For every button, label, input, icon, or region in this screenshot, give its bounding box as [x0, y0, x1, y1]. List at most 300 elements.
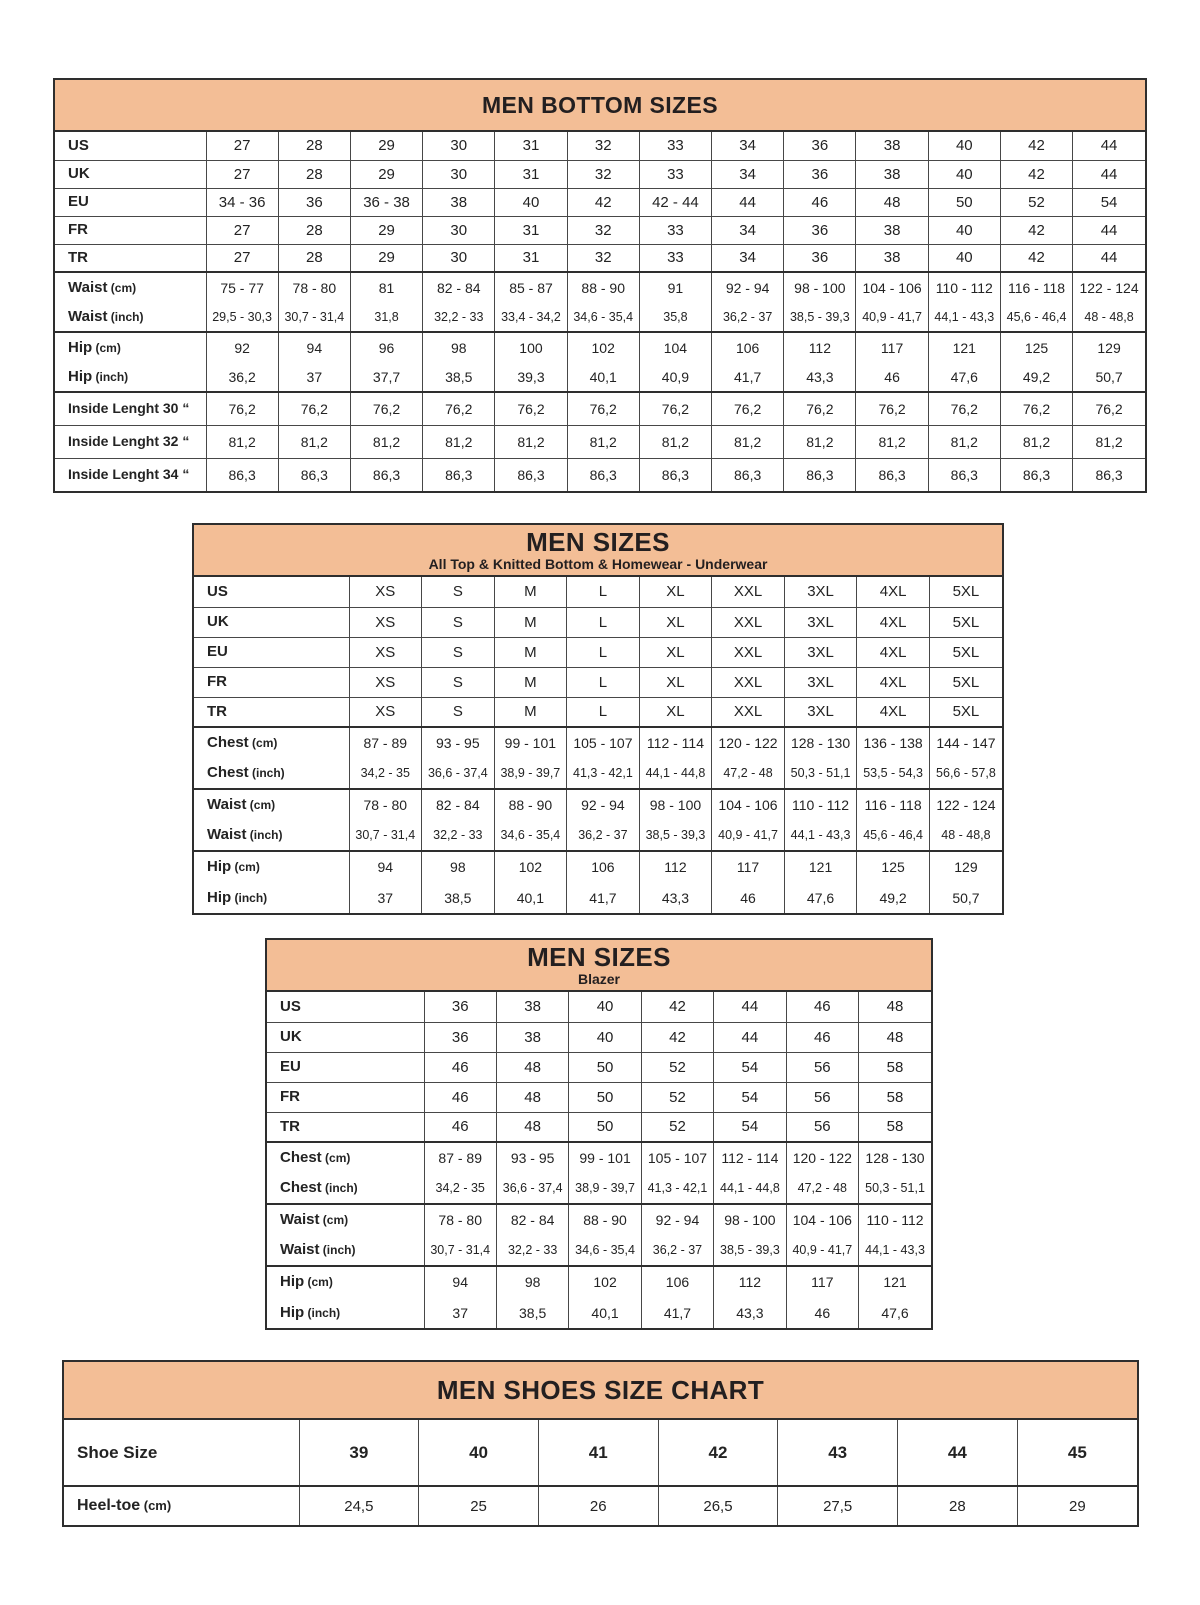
size-cell: 78 - 80 [349, 789, 422, 820]
size-cell: 76,2 [206, 392, 278, 425]
size-cell: 34,6 - 35,4 [569, 1235, 641, 1266]
size-cell: 44 [1073, 216, 1145, 244]
size-cell: XXL [712, 607, 785, 637]
size-cell: 92 [206, 332, 278, 362]
size-cell: 3XL [784, 577, 857, 607]
size-cell: 32,2 - 33 [423, 302, 495, 332]
row-label [267, 1112, 424, 1142]
size-cell: 44 [712, 188, 784, 216]
size-cell: 40 [928, 216, 1000, 244]
size-cell: 94 [278, 332, 350, 362]
row-label-text: Chest [280, 1179, 322, 1196]
row-label-unit: (inch) [107, 309, 144, 324]
size-cell: 43,3 [784, 362, 856, 392]
table-title-band [64, 1362, 1137, 1420]
size-cell: 43,3 [714, 1297, 786, 1328]
row-label-text: Chest [207, 764, 249, 781]
size-cell: 47,6 [784, 882, 857, 913]
size-cell: 82 - 84 [423, 272, 495, 302]
size-cell: 44,1 - 43,3 [784, 820, 857, 851]
size-cell: 36 [424, 992, 496, 1022]
size-cell: XL [639, 637, 712, 667]
row-label-unit: (cm) [321, 1151, 351, 1165]
size-cell: 87 - 89 [424, 1142, 496, 1173]
size-cell: 117 [712, 851, 785, 882]
size-cell: 38 [856, 160, 928, 188]
row-label-text: Waist [280, 1241, 320, 1258]
size-cell: 98 - 100 [714, 1204, 786, 1235]
row-label-text: Hip [68, 338, 93, 356]
row-label-unit: (inch) [92, 369, 129, 384]
size-cell: 81,2 [1073, 425, 1145, 458]
size-cell: 28 [278, 132, 350, 160]
size-cell: 45,6 - 46,4 [1000, 302, 1072, 332]
size-cell: 112 - 114 [714, 1142, 786, 1173]
size-cell: 32,2 - 33 [422, 820, 495, 851]
row-label [55, 188, 206, 216]
row-label [55, 160, 206, 188]
row-label-text: Hip [280, 1303, 305, 1321]
size-cell: XS [349, 577, 422, 607]
size-cell: 45 [1017, 1420, 1137, 1486]
size-cell: 75 - 77 [206, 272, 278, 302]
size-cell: 40,9 - 41,7 [856, 302, 928, 332]
size-cell: 42 - 44 [639, 188, 711, 216]
size-cell: 36 [784, 132, 856, 160]
size-cell: 112 - 114 [639, 727, 712, 758]
row-label [267, 992, 424, 1022]
size-cell: 50 [569, 1082, 641, 1112]
size-cell: 42 [641, 1022, 713, 1052]
size-cell: 5XL [929, 607, 1002, 637]
size-cell: 121 [928, 332, 1000, 362]
size-cell: 36,2 - 37 [712, 302, 784, 332]
row-label [55, 244, 206, 272]
row-label-unit: (inch) [321, 1181, 358, 1195]
row-label [194, 758, 349, 789]
row-label-text: Hip [207, 858, 232, 875]
size-cell: 48 [859, 992, 931, 1022]
size-cell: 86,3 [1000, 458, 1072, 491]
size-cell: 34 [712, 160, 784, 188]
row-label-unit: (cm) [304, 1275, 333, 1289]
size-cell: 46 [424, 1052, 496, 1082]
row-label-text: Waist [280, 1211, 320, 1228]
size-cell: 34,2 - 35 [349, 758, 422, 789]
size-cell: 56 [786, 1052, 858, 1082]
size-cell: 88 - 90 [569, 1204, 641, 1235]
size-cell: 45,6 - 46,4 [857, 820, 930, 851]
size-cell: XXL [712, 697, 785, 727]
size-cell: S [422, 577, 495, 607]
size-cell: 50,7 [1073, 362, 1145, 392]
size-cell: 94 [349, 851, 422, 882]
size-cell: 4XL [857, 697, 930, 727]
size-cell: 3XL [784, 637, 857, 667]
row-label [194, 882, 349, 913]
table-title: MEN SIZES [526, 527, 670, 557]
size-cell: 40,9 - 41,7 [786, 1235, 858, 1266]
row-label-unit: (inch) [304, 1305, 341, 1320]
size-cell: 99 - 101 [494, 727, 567, 758]
size-cell: 104 [639, 332, 711, 362]
row-label [64, 1420, 299, 1486]
row-label [194, 667, 349, 697]
size-cell: 30 [423, 216, 495, 244]
row-label [55, 302, 206, 332]
size-cell: 44 [714, 992, 786, 1022]
row-label-text: Waist [207, 796, 247, 813]
size-cell: 40 [495, 188, 567, 216]
size-cell: 36 - 38 [350, 188, 422, 216]
size-cell: 27,5 [778, 1486, 898, 1525]
size-cell: 116 - 118 [857, 789, 930, 820]
size-cell: 104 - 106 [786, 1204, 858, 1235]
size-cell: 47,2 - 48 [712, 758, 785, 789]
size-cell: 38 [856, 132, 928, 160]
size-cell: 53,5 - 54,3 [857, 758, 930, 789]
size-cell: 44,1 - 43,3 [928, 302, 1000, 332]
size-cell: 40 [928, 160, 1000, 188]
size-cell: 105 - 107 [567, 727, 640, 758]
size-cell: 27 [206, 244, 278, 272]
size-cell: 58 [859, 1052, 931, 1082]
size-cell: 29 [350, 216, 422, 244]
size-cell: 31,8 [350, 302, 422, 332]
men-bottom-sizes-grid [55, 132, 1145, 491]
size-cell: 35,8 [639, 302, 711, 332]
size-cell: 34 [712, 244, 784, 272]
size-cell: 92 - 94 [641, 1204, 713, 1235]
size-cell: 86,3 [423, 458, 495, 491]
size-cell: 93 - 95 [422, 727, 495, 758]
size-cell: 144 - 147 [929, 727, 1002, 758]
size-cell: 46 [856, 362, 928, 392]
size-cell: 30 [423, 244, 495, 272]
row-label-text: Hip [280, 1273, 305, 1290]
size-cell: 56 [786, 1082, 858, 1112]
size-cell: 81,2 [278, 425, 350, 458]
size-cell: 81,2 [639, 425, 711, 458]
row-label-unit: (cm) [246, 798, 276, 812]
size-cell: 33,4 - 34,2 [495, 302, 567, 332]
size-cell: 48 [496, 1112, 568, 1142]
row-label-text: UK [68, 165, 90, 182]
size-cell: 28 [898, 1486, 1018, 1525]
size-cell: XL [639, 607, 712, 637]
size-cell: 86,3 [1073, 458, 1145, 491]
size-cell: 106 [567, 851, 640, 882]
size-cell: 4XL [857, 637, 930, 667]
size-cell: 4XL [857, 577, 930, 607]
size-cell: 36 [784, 160, 856, 188]
size-cell: 85 - 87 [495, 272, 567, 302]
row-label [267, 1235, 424, 1266]
size-cell: 37,7 [350, 362, 422, 392]
size-cell: 38,5 [422, 882, 495, 913]
size-cell: 76,2 [784, 392, 856, 425]
size-cell: 42 [1000, 160, 1072, 188]
size-cell: 105 - 107 [641, 1142, 713, 1173]
size-cell: 38,5 - 39,3 [784, 302, 856, 332]
row-label [267, 1052, 424, 1082]
row-label-text: Hip [207, 888, 232, 906]
size-cell: XXL [712, 637, 785, 667]
size-cell: 30,7 - 31,4 [278, 302, 350, 332]
row-label-unit: (cm) [92, 340, 121, 355]
size-cell: 43,3 [639, 882, 712, 913]
size-cell: 42 [1000, 244, 1072, 272]
size-cell: 40 [928, 132, 1000, 160]
table-title-band [55, 80, 1145, 132]
size-cell: 39,3 [495, 362, 567, 392]
size-cell: 44 [1073, 132, 1145, 160]
size-cell: 36,2 [206, 362, 278, 392]
size-cell: 86,3 [206, 458, 278, 491]
row-label-text: FR [207, 673, 227, 690]
size-cell: 28 [278, 244, 350, 272]
size-cell: 82 - 84 [496, 1204, 568, 1235]
size-cell: 37 [424, 1297, 496, 1328]
size-cell: M [494, 697, 567, 727]
size-cell: 36,6 - 37,4 [496, 1173, 568, 1204]
size-cell: L [567, 577, 640, 607]
size-cell: 81,2 [1000, 425, 1072, 458]
size-cell: 40 [569, 992, 641, 1022]
size-cell: 78 - 80 [278, 272, 350, 302]
size-cell: 76,2 [928, 392, 1000, 425]
size-cell: 29 [350, 160, 422, 188]
row-label-text: Chest [280, 1149, 322, 1166]
size-cell: 48 [496, 1052, 568, 1082]
size-cell: 47,6 [859, 1297, 931, 1328]
men-bottom-sizes-table [53, 78, 1147, 493]
size-cell: 117 [786, 1266, 858, 1297]
row-label-text: Inside Lenght 30 “ [68, 399, 190, 416]
row-label [55, 216, 206, 244]
size-cell: 86,3 [350, 458, 422, 491]
size-cell: 99 - 101 [569, 1142, 641, 1173]
size-cell: 38 [496, 1022, 568, 1052]
size-cell: 86,3 [856, 458, 928, 491]
size-cell: 96 [350, 332, 422, 362]
size-cell: XL [639, 697, 712, 727]
size-cell: 38 [496, 992, 568, 1022]
size-cell: 122 - 124 [929, 789, 1002, 820]
size-cell: 43 [778, 1420, 898, 1486]
size-cell: 24,5 [299, 1486, 419, 1525]
size-cell: 46 [786, 1022, 858, 1052]
row-label [55, 132, 206, 160]
row-label [194, 697, 349, 727]
size-cell: 44,1 - 43,3 [859, 1235, 931, 1266]
size-cell: 3XL [784, 667, 857, 697]
size-cell: 86,3 [712, 458, 784, 491]
size-cell: 41 [538, 1420, 658, 1486]
size-cell: 86,3 [495, 458, 567, 491]
size-cell: 116 - 118 [1000, 272, 1072, 302]
size-cell: 56,6 - 57,8 [929, 758, 1002, 789]
size-cell: 50 [928, 188, 1000, 216]
size-cell: 37 [278, 362, 350, 392]
size-cell: 81,2 [856, 425, 928, 458]
size-cell: 42 [641, 992, 713, 1022]
size-cell: 32 [567, 216, 639, 244]
size-cell: 81,2 [928, 425, 1000, 458]
row-label-text: EU [68, 193, 89, 210]
size-cell: 28 [278, 160, 350, 188]
row-label-text: Waist [68, 307, 108, 325]
row-label-text: Inside Lenght 32 “ [68, 432, 190, 449]
size-cell: L [567, 667, 640, 697]
men-shoes-size-table [62, 1360, 1139, 1527]
size-cell: 76,2 [423, 392, 495, 425]
size-cell: 92 - 94 [567, 789, 640, 820]
size-cell: 122 - 124 [1073, 272, 1145, 302]
size-cell: 78 - 80 [424, 1204, 496, 1235]
size-cell: 46 [786, 992, 858, 1022]
size-cell: 48 - 48,8 [929, 820, 1002, 851]
row-label [194, 727, 349, 758]
table-title: MEN BOTTOM SIZES [482, 91, 718, 118]
size-cell: 4XL [857, 607, 930, 637]
size-cell: 29,5 - 30,3 [206, 302, 278, 332]
men-sizes-top-table [192, 523, 1004, 915]
size-cell: 117 [856, 332, 928, 362]
size-cell: 52 [641, 1082, 713, 1112]
row-label-text: UK [207, 613, 229, 630]
size-cell: 28 [278, 216, 350, 244]
size-cell: 31 [495, 216, 567, 244]
size-cell: 50,7 [929, 882, 1002, 913]
size-cell: 36 [784, 216, 856, 244]
size-cell: 34,2 - 35 [424, 1173, 496, 1204]
size-cell: 76,2 [1000, 392, 1072, 425]
size-cell: 56 [786, 1112, 858, 1142]
size-cell: 81,2 [784, 425, 856, 458]
size-cell: 32,2 - 33 [496, 1235, 568, 1266]
size-cell: XS [349, 637, 422, 667]
size-cell: 81,2 [712, 425, 784, 458]
size-cell: 34,6 - 35,4 [567, 302, 639, 332]
size-cell: 36 [424, 1022, 496, 1052]
size-cell: 58 [859, 1082, 931, 1112]
size-cell: 27 [206, 132, 278, 160]
size-cell: 120 - 122 [786, 1142, 858, 1173]
size-cell: 42 [658, 1420, 778, 1486]
size-cell: 38,9 - 39,7 [569, 1173, 641, 1204]
size-cell: 29 [1017, 1486, 1137, 1525]
size-cell: 31 [495, 132, 567, 160]
size-cell: 5XL [929, 667, 1002, 697]
size-cell: 98 [422, 851, 495, 882]
size-cell: 129 [929, 851, 1002, 882]
size-cell: 106 [641, 1266, 713, 1297]
size-cell: 98 - 100 [639, 789, 712, 820]
row-label-unit: (inch) [319, 1243, 356, 1257]
size-cell: 31 [495, 244, 567, 272]
row-label-text: Chest [207, 734, 249, 751]
size-cell: 136 - 138 [857, 727, 930, 758]
size-cell: 39 [299, 1420, 419, 1486]
size-cell: 34 - 36 [206, 188, 278, 216]
size-cell: 38,5 - 39,3 [714, 1235, 786, 1266]
row-label-text: US [68, 136, 89, 154]
size-cell: 52 [641, 1052, 713, 1082]
size-cell: 41,7 [641, 1297, 713, 1328]
size-cell: 86,3 [928, 458, 1000, 491]
row-label-text: Hip [68, 367, 93, 385]
size-cell: 128 - 130 [859, 1142, 931, 1173]
size-cell: 81,2 [567, 425, 639, 458]
size-cell: 112 [784, 332, 856, 362]
row-label-unit: (cm) [319, 1213, 349, 1227]
size-cell: XS [349, 697, 422, 727]
size-cell: 82 - 84 [422, 789, 495, 820]
row-label-unit: (cm) [231, 860, 260, 874]
size-cell: 110 - 112 [859, 1204, 931, 1235]
table-subtitle: Blazer [577, 971, 621, 987]
men-sizes-blazer-table [265, 938, 933, 1330]
size-cell: 102 [494, 851, 567, 882]
size-cell: 102 [569, 1266, 641, 1297]
size-cell: 40,9 - 41,7 [712, 820, 785, 851]
table-title: MEN SHOES SIZE CHART [436, 1375, 765, 1405]
row-label [267, 1022, 424, 1052]
size-cell: 76,2 [278, 392, 350, 425]
row-label [194, 820, 349, 851]
row-label [194, 577, 349, 607]
size-cell: 92 - 94 [712, 272, 784, 302]
size-cell: 98 [423, 332, 495, 362]
size-cell: 48 - 48,8 [1073, 302, 1145, 332]
row-label-unit: (inch) [246, 828, 283, 842]
size-cell: 38,5 [423, 362, 495, 392]
size-cell: S [422, 637, 495, 667]
row-label-text: Shoe Size [77, 1442, 158, 1462]
row-label-text: TR [68, 248, 88, 266]
size-cell: S [422, 697, 495, 727]
row-label-unit: (inch) [231, 890, 268, 905]
size-cell: S [422, 607, 495, 637]
row-label-text: US [280, 997, 301, 1015]
size-cell: 94 [424, 1266, 496, 1297]
size-cell: XXL [712, 577, 785, 607]
size-cell: 121 [859, 1266, 931, 1297]
size-cell: 86,3 [784, 458, 856, 491]
size-cell: 112 [639, 851, 712, 882]
size-cell: 102 [567, 332, 639, 362]
size-cell: 76,2 [495, 392, 567, 425]
size-cell: S [422, 667, 495, 697]
size-cell: 88 - 90 [567, 272, 639, 302]
row-label [55, 458, 206, 491]
size-cell: 25 [419, 1486, 539, 1525]
size-cell: 91 [639, 272, 711, 302]
row-label-text: Waist [68, 278, 108, 296]
size-cell: 41,7 [567, 882, 640, 913]
size-cell: 98 [496, 1266, 568, 1297]
size-cell: 54 [714, 1082, 786, 1112]
size-cell: 34 [712, 216, 784, 244]
size-cell: 30 [423, 160, 495, 188]
row-label [267, 1266, 424, 1297]
size-cell: 48 [496, 1082, 568, 1112]
row-label [267, 1204, 424, 1235]
size-cell: 33 [639, 244, 711, 272]
size-cell: 3XL [784, 697, 857, 727]
size-cell: 76,2 [639, 392, 711, 425]
